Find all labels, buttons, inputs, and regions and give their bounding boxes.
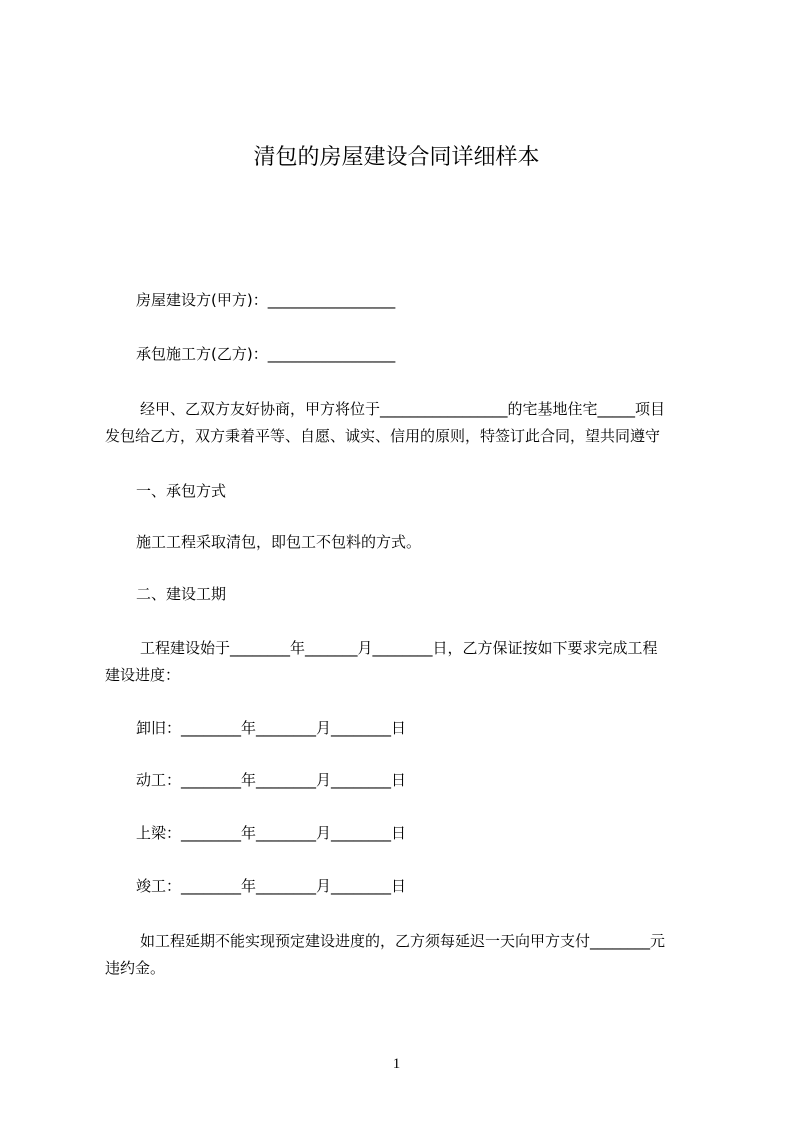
schedule-paragraph-line1: 工程建设始于________年_______月________日，乙方保证按如下要求完成工程 (140, 639, 658, 657)
party-b-line: 承包施工方(乙方)：_________________ (136, 345, 396, 363)
section-heading: 一、承包方式 (136, 482, 227, 500)
schedule-paragraph-line2: 建设进度： (105, 666, 181, 684)
party-a-line: 房屋建设方(甲方)：_________________ (136, 291, 396, 309)
milestone-item: 竣工：________年________月________日 (136, 877, 407, 895)
milestone-item: 卸旧：________年________月________日 (136, 719, 407, 737)
intro-paragraph-line2: 发包给乙方，双方秉着平等、自愿、诚实、信用的原则，特签订此合同，望共同遵守 (105, 427, 661, 445)
section-body: 施工工程采取清包，即包工不包料的方式。 (136, 533, 422, 551)
intro-paragraph-line1: 经甲、乙双方友好协商，甲方将位于_________________的宅基地住宅_____项目 (140, 400, 666, 418)
section-heading: 二、建设工期 (136, 585, 227, 603)
document-title: 清包的房屋建设合同详细样本 (253, 145, 540, 170)
page-number: 1 (392, 1056, 401, 1072)
milestone-item: 上梁：________年________月________日 (136, 824, 407, 842)
penalty-paragraph-line1: 如工程延期不能实现预定建设进度的，乙方须每延迟一天向甲方支付________元 (140, 932, 666, 950)
penalty-paragraph-line2: 违约金。 (105, 959, 166, 977)
milestone-item: 动工：________年________月________日 (136, 771, 407, 789)
